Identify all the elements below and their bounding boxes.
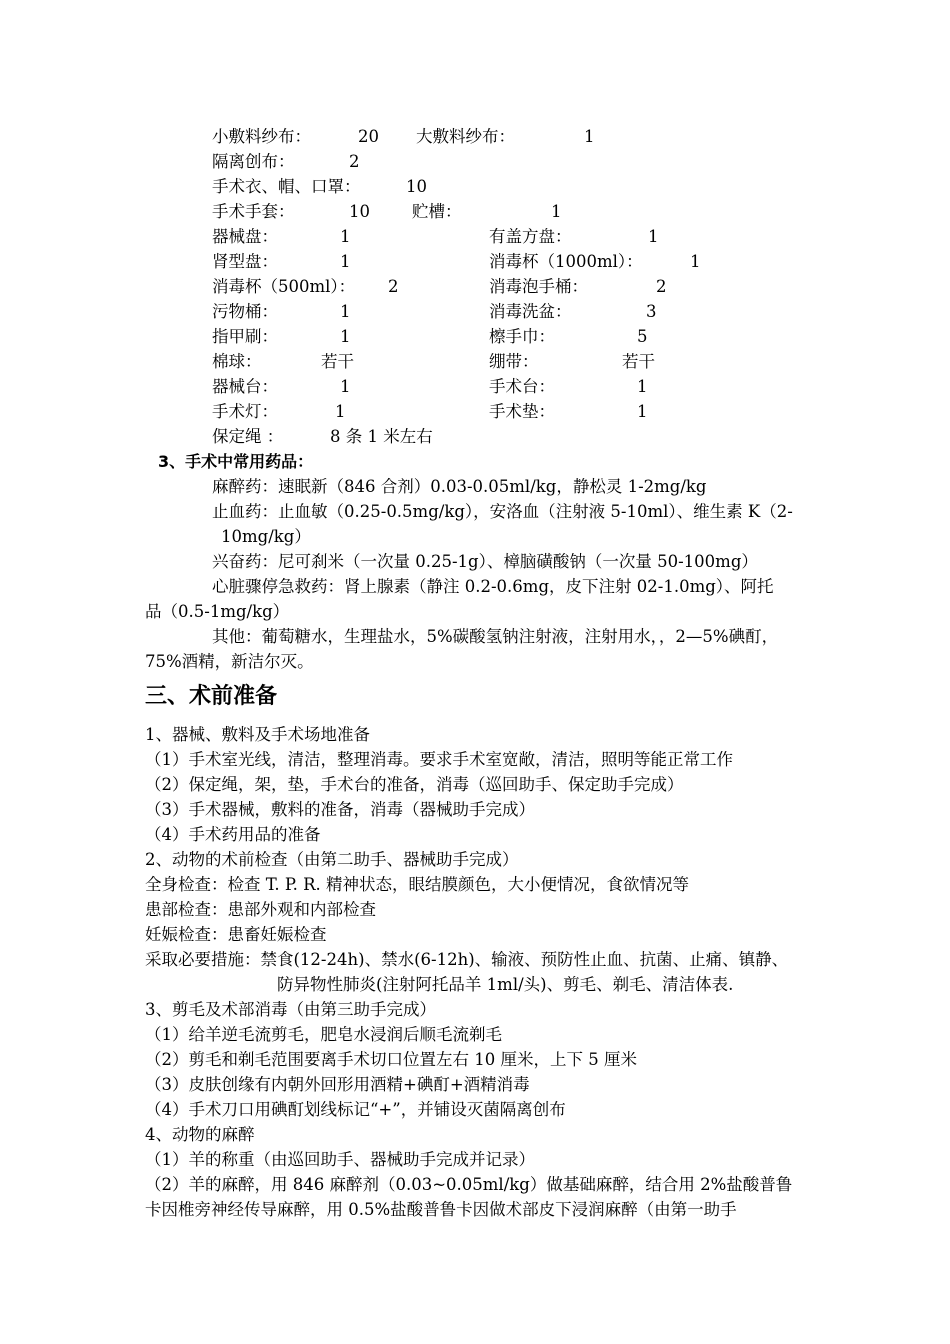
body-line: （1）给羊逆毛流剪毛，肥皂水浸润后顺毛流剃毛	[145, 1025, 502, 1044]
equip-item-qty: 1	[340, 227, 351, 246]
drug-line: 品（0.5-1mg/kg）	[145, 602, 290, 621]
equip-item-qty: 若干	[321, 352, 354, 371]
body-line: （1）羊的称重（由巡回助手、器械助手完成并记录）	[145, 1150, 535, 1169]
equip-item-qty: 1	[340, 327, 351, 346]
body-line: （3）手术器械，敷料的准备，消毒（器械助手完成）	[145, 800, 535, 819]
equip-item-label: 手术手套：	[212, 202, 295, 221]
drug-line: 麻醉药：速眠新（846 合剂）0.03-0.05ml/kg，静松灵 1-2mg/kg	[212, 477, 707, 496]
equip-item-label: 有盖方盘：	[489, 227, 572, 246]
drugs-heading: 3、手术中常用药品：	[158, 452, 314, 471]
drug-line: 止血药：止血敏（0.25-0.5mg/kg），安洛血（注射液 5-10ml）、维生素 K（2-	[212, 502, 793, 521]
equip-item-qty: 2	[656, 277, 667, 296]
equip-item-label: 大敷料纱布：	[416, 127, 515, 146]
equip-item-qty: 10	[406, 177, 427, 196]
body-line: 3、剪毛及术部消毒（由第三助手完成）	[145, 1000, 436, 1019]
body-line: （4）手术刀口用碘酊划线标记“+”，并铺设灭菌隔离创布	[145, 1100, 566, 1119]
equip-item-qty: 1	[335, 402, 346, 421]
body-line: 卡因椎旁神经传导麻醉，用 0.5%盐酸普鲁卡因做术部皮下浸润麻醉（由第一助手	[145, 1200, 737, 1219]
equip-item-label: 手术衣、帽、口罩：	[212, 177, 361, 196]
equip-item-qty: 1	[690, 252, 701, 271]
body-line: 2、动物的术前检查（由第二助手、器械助手完成）	[145, 850, 519, 869]
equip-item-qty: 2	[349, 152, 360, 171]
equip-item-label: 手术灯：	[212, 402, 278, 421]
equip-item-label: 手术垫：	[489, 402, 555, 421]
equip-item-label: 隔离创布：	[212, 152, 295, 171]
body-line: （2）羊的麻醉，用 846 麻醉剂（0.03~0.05ml/kg）做基础麻醉，结合用 2%盐酸普鲁	[145, 1175, 793, 1194]
body-line: （3）皮肤创缘有内朝外回形用酒精+碘酊+酒精消毒	[145, 1075, 530, 1094]
equip-item-label: 肾型盘：	[212, 252, 278, 271]
equip-item-qty: 1	[340, 377, 351, 396]
section-title: 三、术前准备	[145, 684, 278, 709]
equip-item-label: 保定绳 ：	[212, 427, 284, 446]
equip-item-label: 贮槽：	[412, 202, 462, 221]
equip-item-label: 绷带：	[489, 352, 539, 371]
body-line: （2）剪毛和剃毛范围要离手术切口位置左右 10 厘米，上下 5 厘米	[145, 1050, 637, 1069]
equip-item-qty: 2	[388, 277, 399, 296]
body-line: 1、器械、敷料及手术场地准备	[145, 725, 370, 744]
body-line: 4、动物的麻醉	[145, 1125, 255, 1144]
drug-line: 兴奋药：尼可刹米（一次量 0.25-1g）、樟脑磺酸钠（一次量 50-100mg）	[212, 552, 758, 571]
equip-item-label: 指甲刷：	[212, 327, 278, 346]
equip-item-label: 檫手巾：	[489, 327, 555, 346]
drug-line: 心脏骤停急救药：肾上腺素（静注 0.2-0.6mg，皮下注射 02-1.0mg）、阿托	[212, 577, 774, 596]
body-line: 妊娠检查：患畜妊娠检查	[145, 925, 327, 944]
body-line: 全身检查：检查 T. P. R. 精神状态，眼结膜颜色，大小便情况，食欲情况等	[145, 875, 689, 894]
drug-line: 其他：葡萄糖水，生理盐水，5%碳酸氢钠注射液，注射用水，，2—5%碘酊，	[212, 627, 779, 646]
equip-item-qty: 1	[340, 302, 351, 321]
equip-item-qty: 1	[584, 127, 595, 146]
equip-item-qty: 10	[349, 202, 370, 221]
equip-item-qty: 1	[340, 252, 351, 271]
equip-item-qty: 1	[648, 227, 659, 246]
equip-item-label: 消毒杯（500ml）：	[212, 277, 356, 296]
equip-item-qty: 若干	[622, 352, 655, 371]
equip-item-label: 小敷料纱布：	[212, 127, 311, 146]
equip-item-label: 消毒泡手桶：	[489, 277, 588, 296]
body-line: 采取必要措施：禁食(12-24h)、禁水(6-12h)、输液、预防性止血、抗菌、止痛、镇静、	[145, 950, 789, 969]
equip-item-qty: 1	[637, 377, 648, 396]
equip-item-label: 器械盘：	[212, 227, 278, 246]
body-line: （2）保定绳，架，垫，手术台的准备，消毒（巡回助手、保定助手完成）	[145, 775, 684, 794]
equip-item-label: 消毒杯（1000ml）：	[489, 252, 643, 271]
body-line: （1）手术室光线，清洁，整理消毒。要求手术室宽敞，清洁，照明等能正常工作	[145, 750, 733, 769]
equip-item-label: 棉球：	[212, 352, 262, 371]
equip-item-qty: 1	[637, 402, 648, 421]
body-line: 防异物性肺炎(注射阿托品羊 1ml/头)、剪毛、剃毛、清洁体表.	[277, 975, 734, 994]
equip-item-qty: 3	[646, 302, 657, 321]
equip-item-label: 污物桶：	[212, 302, 278, 321]
drug-line: 75%酒精，新洁尔灭。	[145, 652, 314, 671]
equip-item-qty: 20	[358, 127, 379, 146]
equip-item-label: 消毒洗盆：	[489, 302, 572, 321]
body-line: 患部检查：患部外观和内部检查	[145, 900, 376, 919]
equip-item-qty: 5	[637, 327, 648, 346]
body-line: （4）手术药用品的准备	[145, 825, 321, 844]
equip-item-label: 手术台：	[489, 377, 555, 396]
equip-item-label: 器械台：	[212, 377, 278, 396]
equip-item-qty: 8 条 1 米左右	[330, 427, 433, 446]
drug-line: 10mg/kg）	[221, 527, 311, 546]
equip-item-qty: 1	[551, 202, 562, 221]
